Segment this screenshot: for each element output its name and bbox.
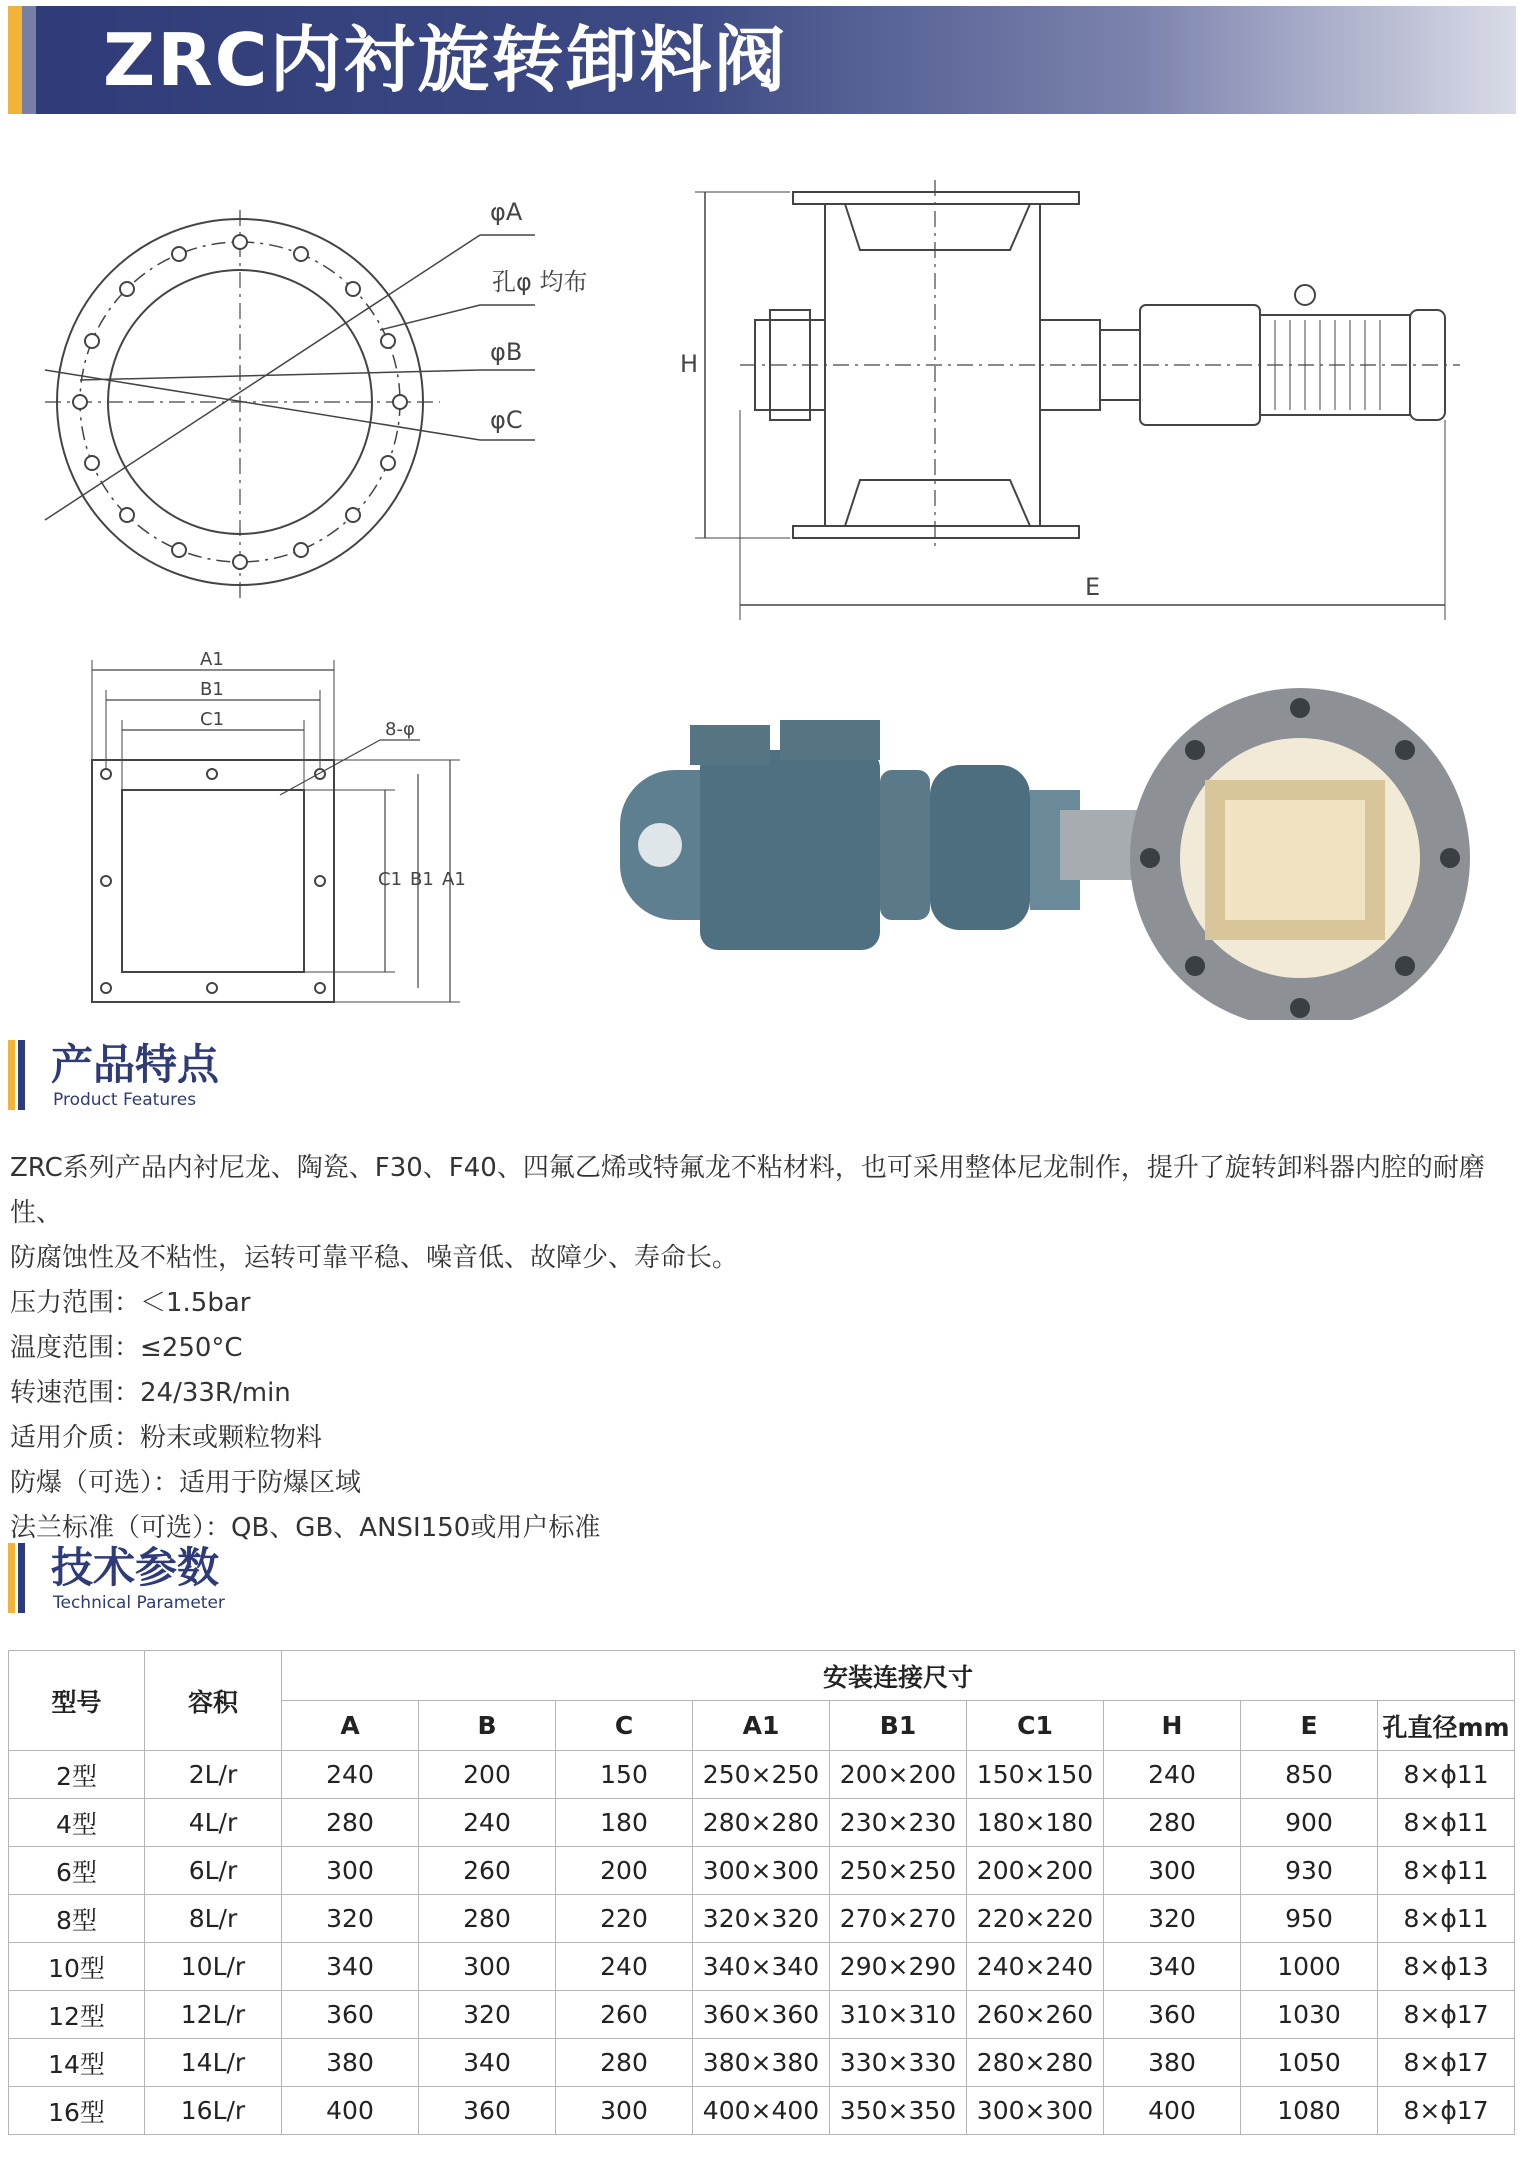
table-cell: 2L/r — [145, 1751, 282, 1799]
table-cell: 240×240 — [967, 1943, 1104, 1991]
table-cell: 6型 — [9, 1847, 145, 1895]
table-cell: 14型 — [9, 2039, 145, 2087]
feature-line: 温度范围：≤250°C — [10, 1333, 243, 1363]
table-cell: 320 — [1104, 1895, 1241, 1943]
table-cell: 250×250 — [693, 1751, 830, 1799]
title-accent-bar-light — [22, 6, 36, 114]
label-c1-vertical: C1 — [378, 869, 403, 890]
table-cell: 320 — [419, 1991, 556, 2039]
flange-circle-drawing — [45, 210, 535, 598]
label-b1: B1 — [200, 679, 224, 700]
table-cell: 240 — [1104, 1751, 1241, 1799]
features-subtitle: Product Features — [53, 1090, 197, 1110]
label-b1-vertical: B1 — [410, 869, 434, 890]
table-cell: 8×ϕ11 — [1378, 1751, 1515, 1799]
header-volume: 容积 — [145, 1651, 282, 1751]
table-cell: 200×200 — [830, 1751, 967, 1799]
title-banner — [8, 6, 1516, 114]
parameters-table — [8, 1650, 1515, 2135]
table-cell: 6L/r — [145, 1847, 282, 1895]
subheader-cell: A — [282, 1701, 419, 1751]
table-cell: 1000 — [1241, 1943, 1378, 1991]
table-cell: 400 — [1104, 2087, 1241, 2135]
table-cell: 240 — [556, 1943, 693, 1991]
table-cell: 320 — [282, 1895, 419, 1943]
table-cell: 380×380 — [693, 2039, 830, 2087]
table-cell: 16L/r — [145, 2087, 282, 2135]
header-install-dimensions: 安装连接尺寸 — [282, 1651, 1515, 1701]
table-cell: 240 — [419, 1799, 556, 1847]
table-cell: 280 — [419, 1895, 556, 1943]
section-accent-bar — [8, 1040, 15, 1110]
subheader-cell: E — [1241, 1701, 1378, 1751]
feature-line: 防腐蚀性及不粘性，运转可靠平稳、噪音低、故障少、寿命长。 — [10, 1243, 739, 1273]
table-cell: 220 — [556, 1895, 693, 1943]
table-cell: 280 — [1104, 1799, 1241, 1847]
table-cell: 330×330 — [830, 2039, 967, 2087]
table-cell: 400 — [282, 2087, 419, 2135]
table-cell: 16型 — [9, 2087, 145, 2135]
table-cell: 2型 — [9, 1751, 145, 1799]
title-accent-bar — [8, 6, 22, 114]
subheader-cell: B1 — [830, 1701, 967, 1751]
section-accent-bar — [8, 1543, 15, 1613]
table-cell: 300 — [419, 1943, 556, 1991]
feature-line: 防爆（可选）：适用于防爆区域 — [10, 1468, 362, 1498]
table-cell: 200×200 — [967, 1847, 1104, 1895]
subheader-cell: C1 — [967, 1701, 1104, 1751]
table-cell: 8型 — [9, 1895, 145, 1943]
table-cell: 200 — [556, 1847, 693, 1895]
table-cell: 950 — [1241, 1895, 1378, 1943]
table-cell: 1080 — [1241, 2087, 1378, 2135]
table-cell: 12型 — [9, 1991, 145, 2039]
table-row — [9, 1847, 1515, 1895]
table-cell: 280 — [556, 2039, 693, 2087]
table-cell: 300 — [282, 1847, 419, 1895]
table-cell: 260×260 — [967, 1991, 1104, 2039]
table-cell: 320×320 — [693, 1895, 830, 1943]
table-cell: 300 — [556, 2087, 693, 2135]
table-cell: 150 — [556, 1751, 693, 1799]
table-cell: 8×ϕ17 — [1378, 2039, 1515, 2087]
table-cell: 360 — [419, 2087, 556, 2135]
section-accent-bar-dark — [18, 1543, 25, 1613]
table-cell: 8×ϕ17 — [1378, 2087, 1515, 2135]
table-row — [9, 2087, 1515, 2135]
table-cell: 300×300 — [693, 1847, 830, 1895]
valve-product-photo — [620, 688, 1470, 1020]
params-subtitle: Technical Parameter — [53, 1593, 225, 1613]
table-cell: 230×230 — [830, 1799, 967, 1847]
params-title: 技术参数 — [51, 1543, 220, 1592]
feature-line: 压力范围：＜1.5bar — [10, 1288, 251, 1318]
subheader-cell: C — [556, 1701, 693, 1751]
table-cell: 340×340 — [693, 1943, 830, 1991]
table-row — [9, 1895, 1515, 1943]
table-cell: 270×270 — [830, 1895, 967, 1943]
table-cell: 300 — [1104, 1847, 1241, 1895]
table-cell: 260 — [419, 1847, 556, 1895]
table-cell: 8×ϕ13 — [1378, 1943, 1515, 1991]
features-list — [10, 1146, 1510, 1551]
table-cell: 280×280 — [693, 1799, 830, 1847]
table-cell: 8×ϕ11 — [1378, 1895, 1515, 1943]
table-cell: 360×360 — [693, 1991, 830, 2039]
table-cell: 300×300 — [967, 2087, 1104, 2135]
section-accent-bar-dark — [18, 1040, 25, 1110]
table-cell: 280×280 — [967, 2039, 1104, 2087]
feature-line: 适用介质：粉末或颗粒物料 — [10, 1423, 323, 1453]
table-row — [9, 1799, 1515, 1847]
subheader-cell: B — [419, 1701, 556, 1751]
table-cell: 240 — [282, 1751, 419, 1799]
square-flange-drawing — [92, 660, 460, 1002]
table-cell: 8×ϕ11 — [1378, 1799, 1515, 1847]
feature-line: 法兰标准（可选）：QB、GB、ANSI150或用户标准 — [10, 1513, 601, 1543]
table-cell: 260 — [556, 1991, 693, 2039]
table-cell: 340 — [419, 2039, 556, 2087]
label-phi-a: φA — [490, 198, 523, 226]
table-cell: 180×180 — [967, 1799, 1104, 1847]
subheader-cell: H — [1104, 1701, 1241, 1751]
table-cell: 4L/r — [145, 1799, 282, 1847]
label-hole: 孔φ 均布 — [492, 268, 588, 296]
label-e: E — [1085, 573, 1101, 601]
table-cell: 14L/r — [145, 2039, 282, 2087]
technical-drawings — [0, 150, 1522, 1020]
header-model: 型号 — [9, 1651, 145, 1751]
label-8-holes: 8-φ — [385, 719, 415, 740]
table-cell: 250×250 — [830, 1847, 967, 1895]
side-view-drawing — [695, 180, 1460, 620]
table-row — [9, 2039, 1515, 2087]
table-cell: 180 — [556, 1799, 693, 1847]
table-cell: 200 — [419, 1751, 556, 1799]
table-cell: 150×150 — [967, 1751, 1104, 1799]
subheader-cell: A1 — [693, 1701, 830, 1751]
label-a1: A1 — [200, 649, 224, 670]
table-cell: 380 — [1104, 2039, 1241, 2087]
table-cell: 10L/r — [145, 1943, 282, 1991]
table-cell: 340 — [1104, 1943, 1241, 1991]
table-cell: 380 — [282, 2039, 419, 2087]
label-a1-vertical: A1 — [442, 869, 466, 890]
subheader-cell: 孔直径mm — [1378, 1701, 1515, 1751]
table-cell: 350×350 — [830, 2087, 967, 2135]
table-cell: 1050 — [1241, 2039, 1378, 2087]
table-cell: 360 — [282, 1991, 419, 2039]
feature-line: 转速范围：24/33R/min — [10, 1378, 291, 1408]
table-cell: 10型 — [9, 1943, 145, 1991]
label-c1: C1 — [200, 709, 225, 730]
table-cell: 8L/r — [145, 1895, 282, 1943]
table-cell: 850 — [1241, 1751, 1378, 1799]
table-cell: 12L/r — [145, 1991, 282, 2039]
table-cell: 360 — [1104, 1991, 1241, 2039]
table-row — [9, 1751, 1515, 1799]
table-cell: 310×310 — [830, 1991, 967, 2039]
table-cell: 8×ϕ17 — [1378, 1991, 1515, 2039]
table-cell: 220×220 — [967, 1895, 1104, 1943]
feature-line: ZRC系列产品内衬尼龙、陶瓷、F30、F40、四氟乙烯或特氟龙不粘材料，也可采用整体尼龙制作，提升了旋转卸料器内腔的耐磨性、 — [10, 1153, 1485, 1228]
label-phi-b: φB — [490, 338, 523, 366]
table-cell: 4型 — [9, 1799, 145, 1847]
page-title: ZRC内衬旋转卸料阀 — [103, 18, 788, 102]
table-cell: 1030 — [1241, 1991, 1378, 2039]
table-cell: 930 — [1241, 1847, 1378, 1895]
table-cell: 290×290 — [830, 1943, 967, 1991]
table-row — [9, 1991, 1515, 2039]
table-cell: 340 — [282, 1943, 419, 1991]
table-cell: 400×400 — [693, 2087, 830, 2135]
table-cell: 8×ϕ11 — [1378, 1847, 1515, 1895]
table-cell: 280 — [282, 1799, 419, 1847]
features-title: 产品特点 — [51, 1040, 220, 1089]
table-cell: 900 — [1241, 1799, 1378, 1847]
label-phi-c: φC — [490, 406, 523, 434]
label-h: H — [680, 350, 699, 378]
table-row — [9, 1943, 1515, 1991]
